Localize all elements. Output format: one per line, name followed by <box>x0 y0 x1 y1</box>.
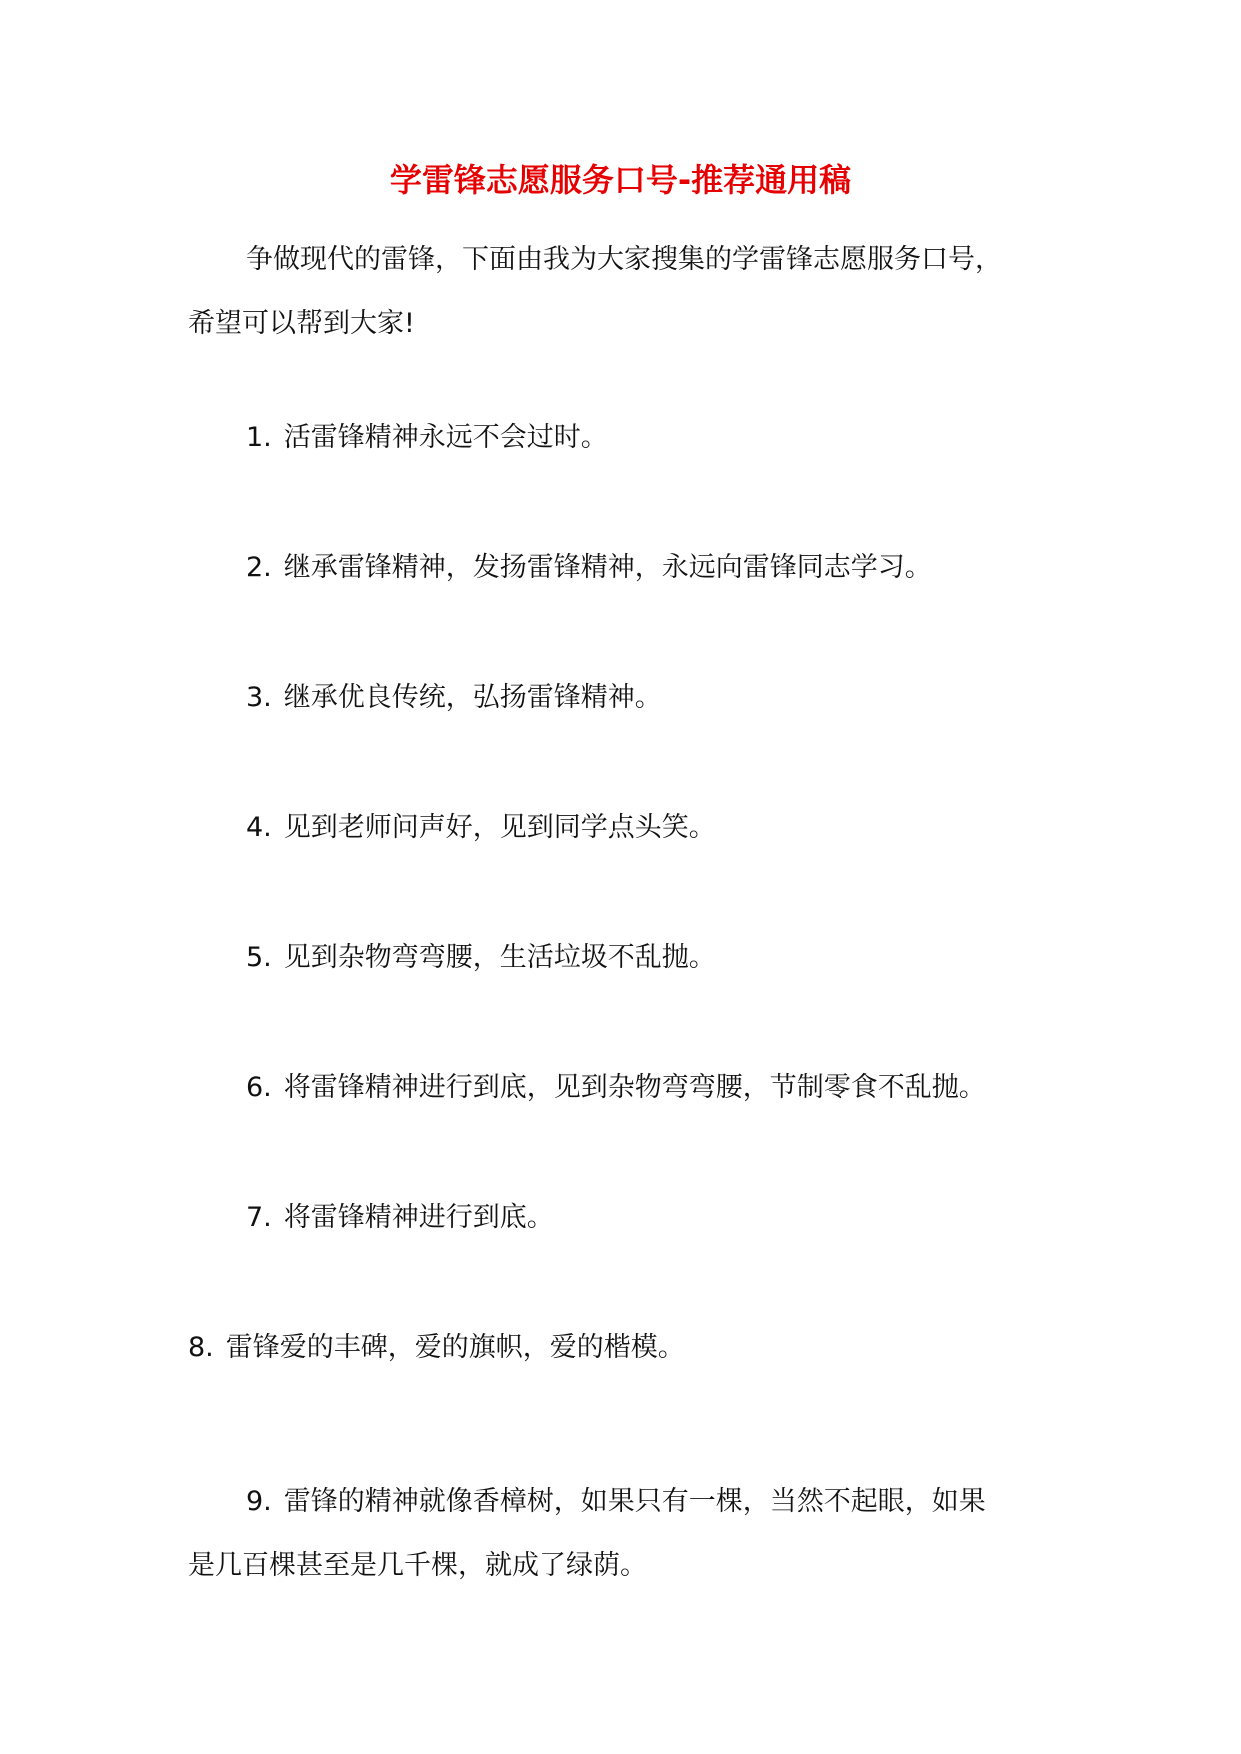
list-item-6 <box>246 1068 986 1108</box>
list-item-number: 3. <box>246 682 272 713</box>
intro-paragraph <box>188 228 1088 356</box>
intro-line-2: 希望可以帮到大家! <box>188 308 415 339</box>
list-item-text: 活雷锋精神永远不会过时。 <box>283 422 608 453</box>
list-item-7 <box>246 1198 554 1238</box>
list-item-8 <box>188 1328 685 1368</box>
list-item-9-line-1 <box>188 1470 1088 1534</box>
list-item-text: 继承雷锋精神，发扬雷锋精神，永远向雷锋同志学习。 <box>283 552 932 583</box>
list-item-number: 7. <box>246 1202 272 1233</box>
list-item-text: 将雷锋精神进行到底。 <box>283 1202 554 1233</box>
list-item-text: 雷锋的精神就像香樟树，如果只有一棵，当然不起眼，如果 <box>283 1486 986 1517</box>
list-item-number: 9. <box>246 1486 272 1517</box>
list-item-number: 5. <box>246 942 272 973</box>
document-title: 学雷锋志愿服务口号-推荐通用稿 <box>389 161 852 199</box>
list-item-number: 1. <box>246 422 272 453</box>
list-item-number: 2. <box>246 552 272 583</box>
list-item-4 <box>246 808 716 848</box>
list-item-9-line-2: 是几百棵甚至是几千棵，就成了绿荫。 <box>188 1550 647 1581</box>
list-item-number: 6. <box>246 1072 272 1103</box>
list-item-1 <box>246 418 608 458</box>
list-item-text: 见到杂物弯弯腰，生活垃圾不乱抛。 <box>283 942 716 973</box>
list-item-2 <box>246 548 932 588</box>
list-item-5 <box>246 938 716 978</box>
list-item-text: 继承优良传统，弘扬雷锋精神。 <box>283 682 662 713</box>
list-item-text: 将雷锋精神进行到底，见到杂物弯弯腰，节制零食不乱抛。 <box>283 1072 986 1103</box>
list-item-number: 4. <box>246 812 272 843</box>
list-item-text: 见到老师问声好，见到同学点头笑。 <box>283 812 716 843</box>
intro-line-1: 争做现代的雷锋，下面由我为大家搜集的学雷锋志愿服务口号， <box>246 244 1002 275</box>
list-item-number: 8. <box>188 1332 214 1363</box>
list-item-text: 雷锋爱的丰碑，爱的旗帜，爱的楷模。 <box>225 1332 685 1363</box>
list-item-3 <box>246 678 662 718</box>
list-item-9 <box>188 1470 1088 1598</box>
